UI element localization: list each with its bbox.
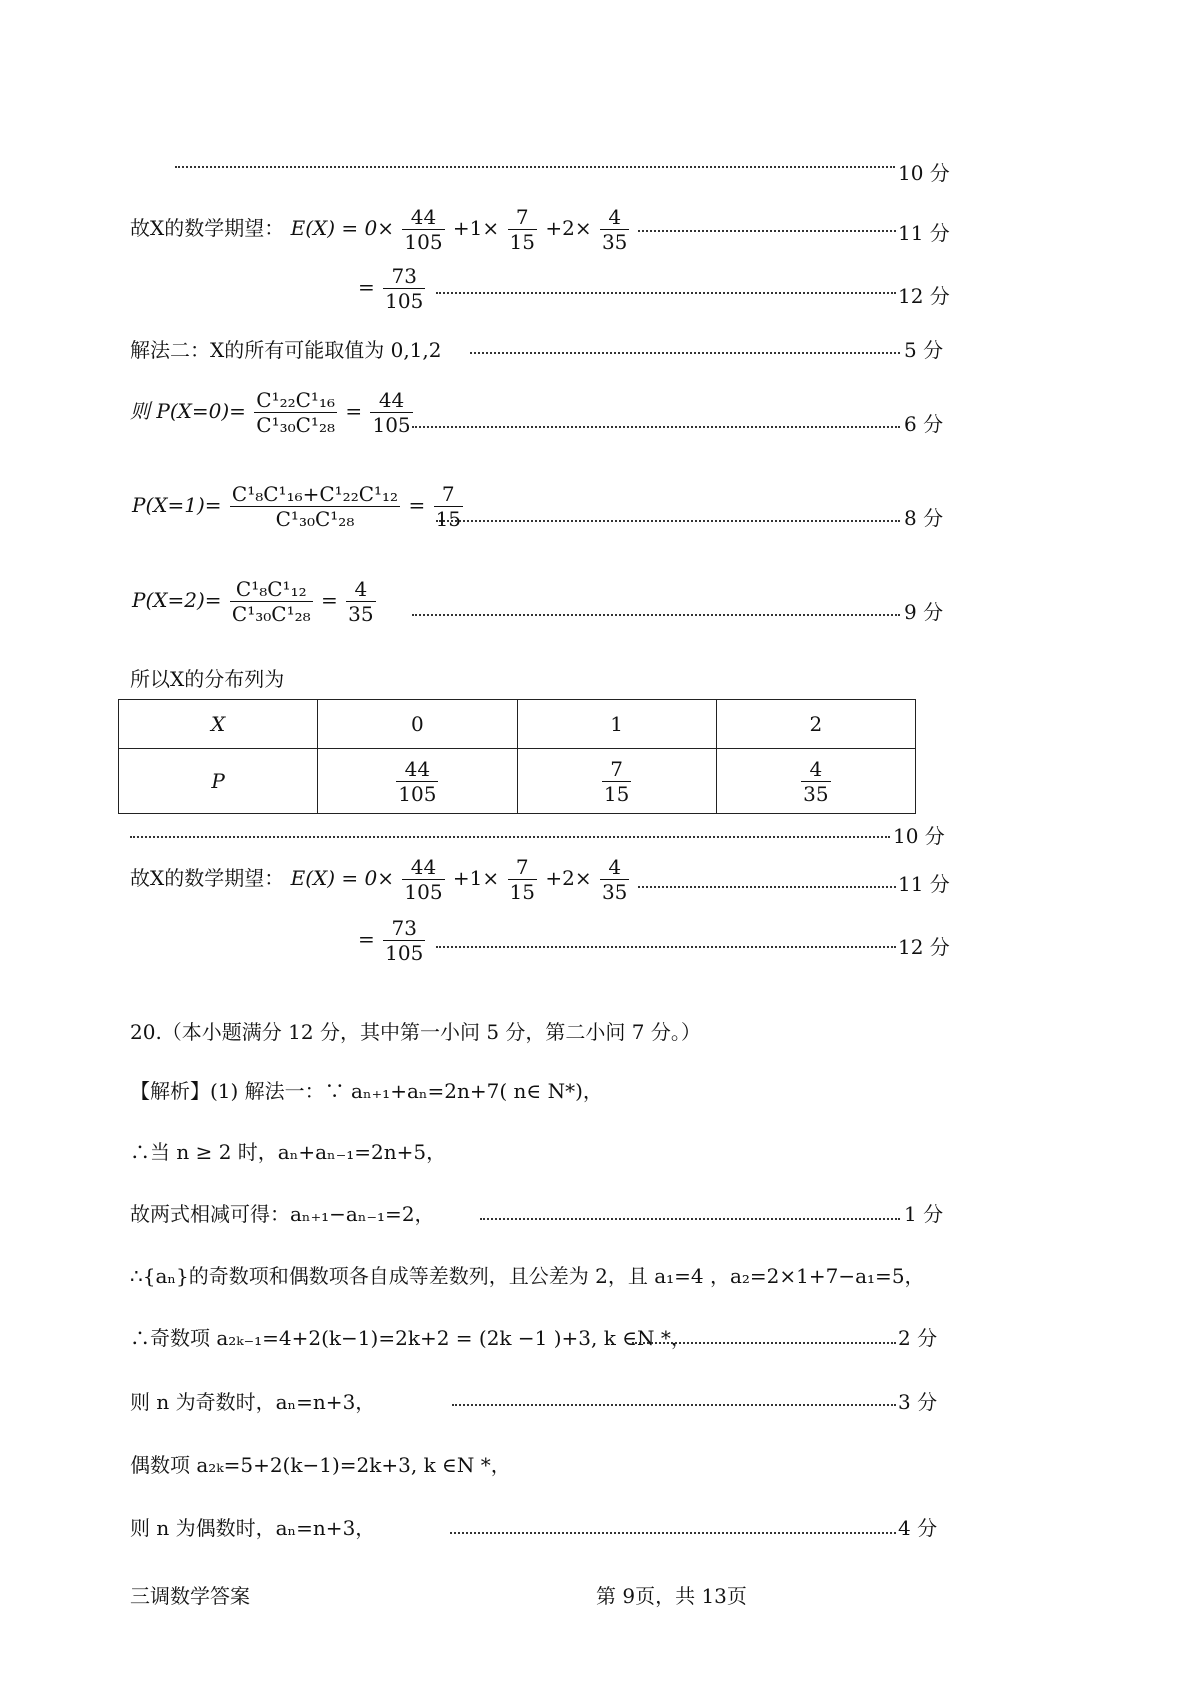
prob-x1: P(X=1)= $\frac{\text{C¹₈C¹₁₆+C¹₂₂C¹₁₂}}{\text{C¹₃₀C¹₂₈}}$ = $\frac{7}{15}$ <box>132 482 462 531</box>
fraction: $\frac{4}{35}$ <box>803 756 829 806</box>
score-mark: 10 分 <box>893 824 945 848</box>
expectation-lhs: E(X) = 0× <box>290 216 395 240</box>
distribution-heading: 所以X的分布列为 <box>130 667 285 691</box>
q20-line: ∴{aₙ}的奇数项和偶数项各自成等差数列，且公差为 2，且 a₁=4 ，a₂=2×1+7−a₁=5， <box>130 1264 925 1288</box>
expectation-line <box>130 205 631 254</box>
table-cell: X <box>119 700 318 749</box>
score-mark: 4 分 <box>898 1516 938 1540</box>
dotted-leader <box>638 886 896 888</box>
table-cell <box>517 749 716 814</box>
fraction: $\frac{44}{105}$ <box>404 855 443 904</box>
score-mark: 1 分 <box>904 1202 944 1226</box>
footer-left: 三调数学答案 <box>130 1584 250 1608</box>
distribution-table <box>118 699 916 814</box>
dotted-leader <box>632 1342 896 1344</box>
q20-line: 偶数项 a₂ₖ=5+2(k−1)=2k+3, k ∈N *， <box>130 1453 511 1477</box>
q20-line: 【解析】(1) 解法一：∵ aₙ₊₁+aₙ=2n+7( n∈ N*)， <box>130 1079 603 1103</box>
table-cell <box>716 749 915 814</box>
q20-line: ∴奇数项 a₂ₖ₋₁=4+2(k−1)=2k+2 = (2k −1 )+3, k ∈N *， <box>130 1326 691 1350</box>
fraction: $\frac{\text{C¹₈C¹₁₆+C¹₂₂C¹₁₂}}{\text{C¹₃₀C¹₂₈}}$ <box>231 482 399 531</box>
prob-x0: 则 P(X=0)= $\frac{\text{C¹₂₂C¹₁₆}}{\text{C¹₃₀C¹₂₈}}$ = $\frac{44}{105}$ <box>130 388 411 437</box>
method-two-heading: 解法二：X的所有可能取值为 0,1,2 <box>130 338 442 362</box>
dotted-leader <box>480 1218 900 1220</box>
table-cell <box>318 749 517 814</box>
dotted-leader <box>470 352 900 354</box>
dotted-leader <box>436 292 896 294</box>
page-number: 第 9页，共 13页 <box>596 1584 747 1608</box>
table-row <box>119 749 916 814</box>
score-mark: 12 分 <box>898 935 950 959</box>
fraction: $\frac{7}{15}$ <box>435 482 462 531</box>
table-header-row <box>119 700 916 749</box>
dotted-leader <box>638 230 896 232</box>
fraction: $\frac{44}{105}$ <box>372 388 411 437</box>
score-mark: 9 分 <box>904 600 944 624</box>
fraction: $\frac{4}{35}$ <box>601 205 628 254</box>
fraction: $\frac{4}{35}$ <box>348 577 374 626</box>
expectation-result: = $\frac{73}{105}$ <box>358 264 424 313</box>
score-mark: 11 分 <box>898 872 950 896</box>
fraction: $\frac{44}{105}$ <box>398 756 437 806</box>
score-mark: 8 分 <box>904 506 944 530</box>
question-20-title: 20.（本小题满分 12 分，其中第一小问 5 分，第二小问 7 分。） <box>130 1020 701 1044</box>
fraction: $\frac{\text{C¹₈C¹₁₂}}{\text{C¹₃₀C¹₂₈}}$ <box>231 577 311 626</box>
score-mark: 3 分 <box>898 1390 938 1414</box>
table-cell: 2 <box>716 700 915 749</box>
score-mark: 5 分 <box>904 338 944 362</box>
q20-line: 则 n 为奇数时，aₙ=n+3， <box>130 1390 376 1414</box>
fraction: $\frac{4}{35}$ <box>601 855 628 904</box>
expectation-line: 故X的数学期望： E(X) = 0× $\frac{44}{105}$ +1× $\frac{7}{15}$ +2× $\frac{4}{35}$ <box>130 855 628 904</box>
score-mark: 10 分 <box>898 161 950 185</box>
operator: +1× <box>452 216 500 240</box>
score-mark: 6 分 <box>904 412 944 436</box>
score-mark: 11 分 <box>898 221 950 245</box>
q20-line: 则 n 为偶数时，aₙ=n+3， <box>130 1516 376 1540</box>
fraction: $\frac{73}{105}$ <box>385 264 424 313</box>
q20-line: ∴当 n ≥ 2 时，aₙ+aₙ₋₁=2n+5， <box>130 1140 447 1164</box>
fraction: $\frac{73}{105}$ <box>385 916 424 965</box>
prob-x2: P(X=2)= $\frac{\text{C¹₈C¹₁₂}}{\text{C¹₃₀C¹₂₈}}$ = $\frac{4}{35}$ <box>132 577 374 626</box>
fraction: $\frac{44}{105}$ <box>404 205 443 254</box>
dotted-leader <box>436 520 900 522</box>
dotted-leader <box>450 1532 896 1534</box>
dotted-leader <box>130 836 890 838</box>
dotted-leader <box>436 946 896 948</box>
fraction: $\frac{\text{C¹₂₂C¹₁₆}}{\text{C¹₃₀C¹₂₈}}$ <box>256 388 335 437</box>
dotted-leader <box>175 166 895 168</box>
fraction: $\frac{7}{15}$ <box>603 756 630 806</box>
dotted-leader <box>452 1404 896 1406</box>
table-cell: 0 <box>318 700 517 749</box>
dotted-leader <box>412 614 900 616</box>
score-mark: 12 分 <box>898 284 950 308</box>
table-cell: 1 <box>517 700 716 749</box>
dotted-leader <box>412 426 900 428</box>
fraction: $\frac{7}{15}$ <box>509 205 535 254</box>
score-mark: 2 分 <box>898 1326 938 1350</box>
expectation-label: 故X的数学期望： <box>130 216 285 240</box>
table-cell: P <box>119 749 318 814</box>
operator: +2× <box>545 216 592 240</box>
fraction: $\frac{7}{15}$ <box>509 855 535 904</box>
expectation-result: = $\frac{73}{105}$ <box>358 916 424 965</box>
q20-line: 故两式相减可得：aₙ₊₁−aₙ₋₁=2， <box>130 1202 435 1226</box>
